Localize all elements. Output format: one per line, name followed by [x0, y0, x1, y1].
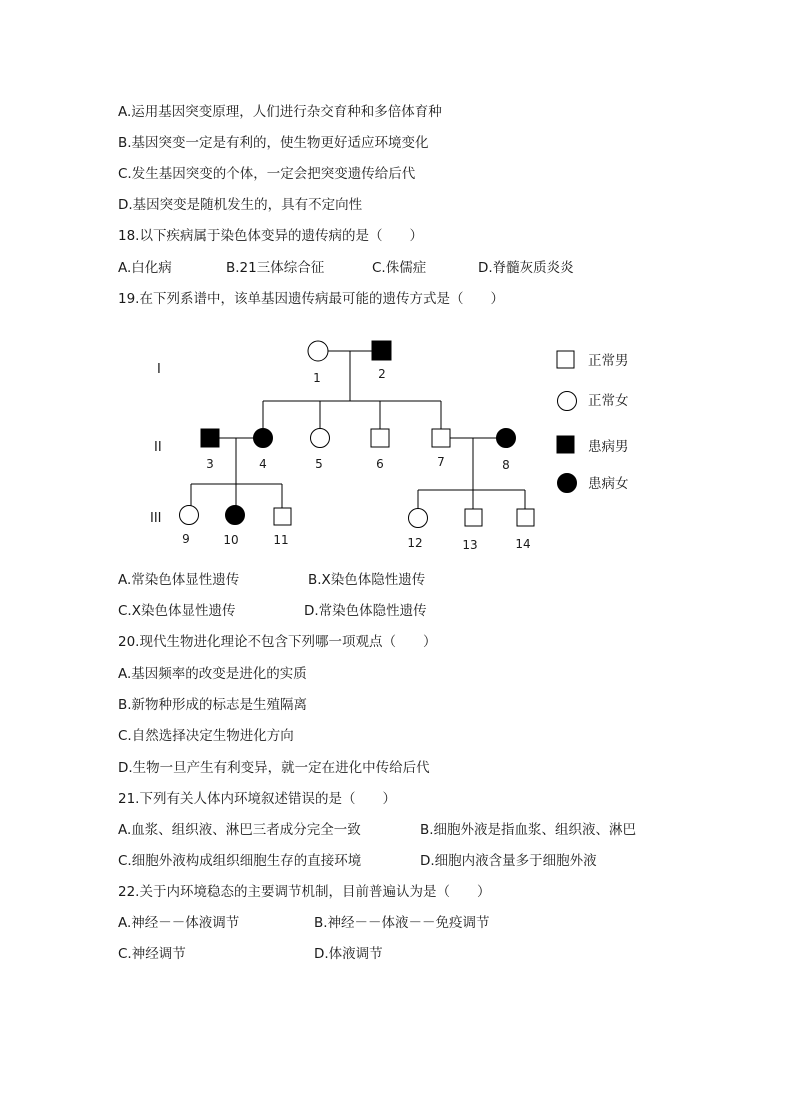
q18-option-c: C.侏儒症	[372, 260, 427, 276]
individual-10-affected-female	[226, 506, 245, 525]
q17-option-c: C.发生基因突变的个体，一定会把突变遗传给后代	[118, 166, 416, 182]
q22-option-a: A.神经－－体液调节	[118, 915, 240, 931]
individual-label: 4	[259, 457, 267, 471]
q21-option-b: B.细胞外液是指血浆、组织液、淋巴	[420, 822, 637, 838]
q21-options-row-1	[118, 822, 678, 838]
q22-option-d: D.体液调节	[314, 946, 383, 962]
individual-3-affected-male	[201, 429, 219, 447]
individual-14-normal-male	[517, 509, 534, 526]
individual-label: 1	[313, 371, 321, 385]
q21-option-d: D.细胞内液含量多于细胞外液	[420, 853, 597, 869]
q17-option-b: B.基因突变一定是有利的，使生物更好适应环境变化	[118, 135, 429, 151]
individual-label: 3	[206, 457, 214, 471]
individual-13-normal-male	[465, 509, 482, 526]
generation-label: II	[154, 440, 162, 455]
legend-normal-female-symbol	[558, 392, 577, 411]
individual-8-affected-female	[497, 429, 516, 448]
q20-option-b: B.新物种形成的标志是生殖隔离	[118, 697, 308, 713]
q22-options-row-1	[118, 915, 678, 931]
individual-label: 5	[315, 457, 323, 471]
individual-label: 12	[407, 536, 423, 550]
q19-options-row-1	[118, 572, 678, 588]
individual-6-normal-male	[371, 429, 389, 447]
q18-option-b: B.21三体综合征	[226, 260, 325, 276]
q21-stem: 21.下列有关人体内环境叙述错误的是（ ）	[118, 791, 396, 807]
q20-option-a: A.基因频率的改变是进化的实质	[118, 666, 307, 682]
q22-stem: 22.关于内环境稳态的主要调节机制，目前普遍认为是（ ）	[118, 884, 491, 900]
q22-options-row-2	[118, 946, 678, 962]
legend-affected-male-symbol	[557, 436, 574, 453]
q20-option-c: C.自然选择决定生物进化方向	[118, 728, 294, 744]
q21-option-c: C.细胞外液构成组织细胞生存的直接环境	[118, 853, 362, 869]
individual-label: 9	[182, 532, 190, 546]
individual-4-affected-female	[254, 429, 273, 448]
individual-label: 10	[223, 533, 239, 547]
legend-affected-female-label: 患病女	[588, 476, 629, 492]
individual-11-normal-male	[274, 508, 291, 525]
individual-7-normal-male	[432, 429, 450, 447]
individual-label: 11	[273, 533, 289, 547]
q21-options-row-2	[118, 853, 678, 869]
generation-label: III	[150, 511, 162, 526]
individual-label: 2	[378, 367, 386, 381]
q19-option-c: C.X染色体显性遗传	[118, 603, 236, 619]
individual-12-normal-female	[409, 509, 428, 528]
q18-option-d: D.脊髓灰质炎炎	[478, 260, 574, 276]
individual-label: 6	[376, 457, 384, 471]
q18-option-a: A.白化病	[118, 260, 172, 276]
individual-5-normal-female	[311, 429, 330, 448]
individual-2-affected-male	[372, 341, 391, 360]
q17-option-a: A.运用基因突变原理，人们进行杂交育种和多倍体育种	[118, 104, 442, 120]
legend-affected-female-symbol	[558, 474, 577, 493]
q21-option-a: A.血浆、组织液、淋巴三者成分完全一致	[118, 822, 361, 838]
individual-label: 8	[502, 458, 510, 472]
legend-normal-male-symbol	[557, 351, 574, 368]
individual-label: 14	[515, 537, 531, 551]
legend-normal-female-label: 正常女	[588, 393, 629, 409]
individual-9-normal-female	[180, 506, 199, 525]
legend-normal-male-label: 正常男	[588, 353, 629, 369]
q19-option-b: B.X染色体隐性遗传	[308, 572, 426, 588]
q22-option-c: C.神经调节	[118, 946, 186, 962]
q19-option-d: D.常染色体隐性遗传	[304, 603, 427, 619]
q19-options-row-2	[118, 603, 678, 619]
individual-label: 7	[437, 455, 445, 469]
q19-option-a: A.常染色体显性遗传	[118, 572, 240, 588]
q18-stem: 18.以下疾病属于染色体变异的遗传病的是（ ）	[118, 228, 423, 244]
individual-label: 13	[462, 538, 478, 552]
q19-stem: 19.在下列系谱中，该单基因遗传病最可能的遗传方式是（ ）	[118, 291, 504, 307]
q20-stem: 20.现代生物进化理论不包含下列哪一项观点（ ）	[118, 634, 437, 650]
q22-option-b: B.神经－－体液－－免疫调节	[314, 915, 490, 931]
legend-affected-male-label: 患病男	[588, 439, 629, 455]
q17-option-d: D.基因突变是随机发生的，具有不定向性	[118, 197, 363, 213]
q20-option-d: D.生物一旦产生有利变异，就一定在进化中传给后代	[118, 760, 430, 776]
individual-1-normal-female	[308, 341, 328, 361]
generation-label: I	[157, 362, 161, 377]
